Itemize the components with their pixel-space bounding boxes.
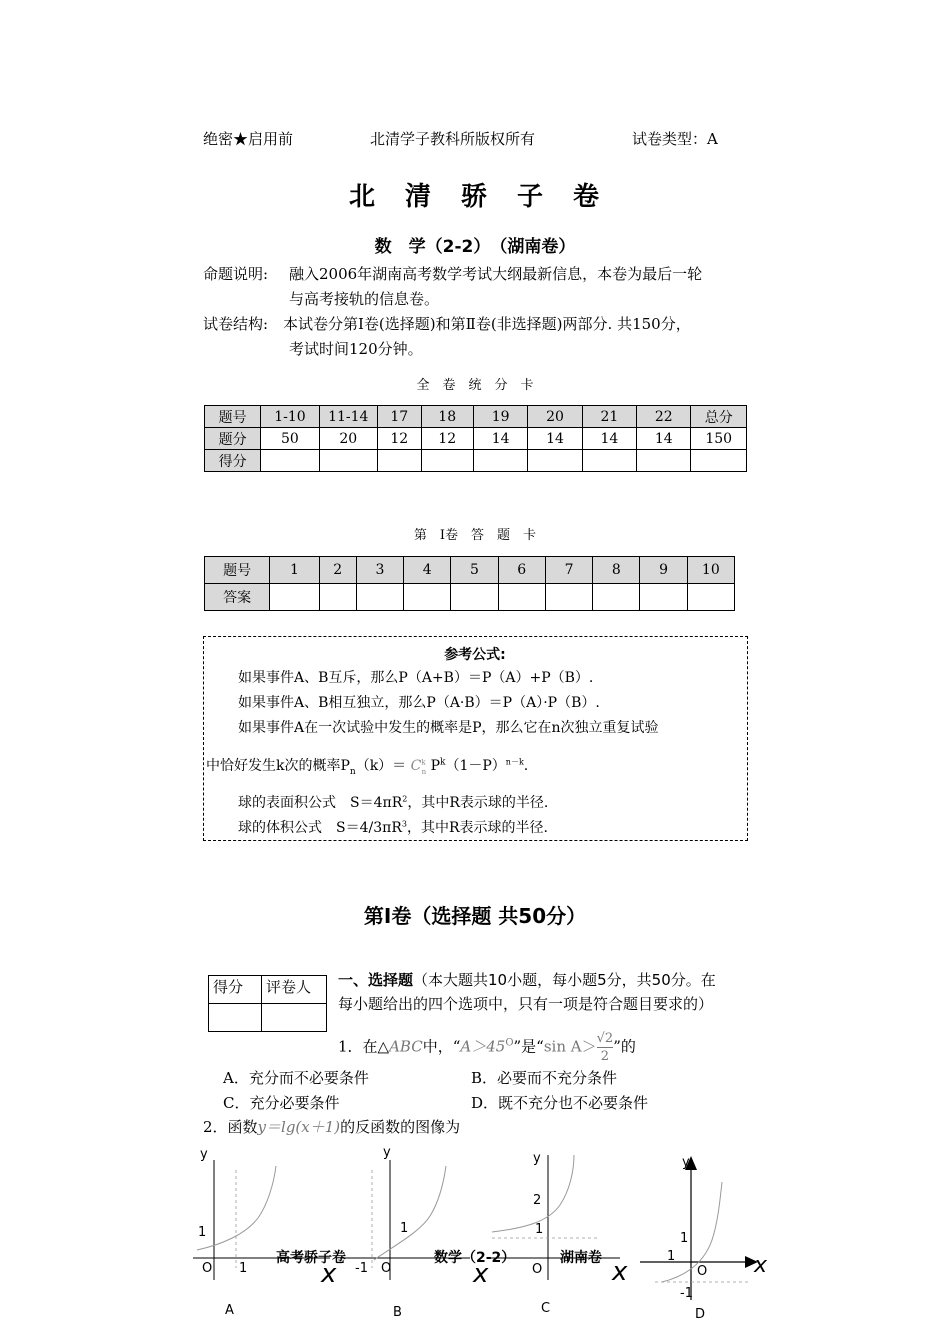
table-cell: 题号 (205, 557, 270, 584)
table-cell: 21 (582, 406, 636, 428)
header-left: 绝密★启用前 (203, 130, 294, 148)
formula-6-post: ，其中R表示球的半径. (406, 820, 548, 836)
answer-entry-cell[interactable] (404, 584, 451, 611)
table-cell: 得分 (209, 976, 262, 1004)
footer-right: 湖南卷 (560, 1250, 602, 1266)
table-cell: 50 (261, 428, 319, 450)
table-row (205, 557, 735, 584)
answer-entry-cell[interactable] (640, 584, 687, 611)
formula-4-tail: （1－P） (445, 758, 506, 774)
graph-d (611, 1155, 768, 1322)
formula-4-sub: n (349, 766, 356, 777)
q1-fraction (597, 1030, 614, 1065)
curve (662, 1182, 722, 1282)
score-entry-cell[interactable] (377, 450, 421, 472)
table-row (209, 1004, 327, 1032)
curve (374, 1166, 446, 1260)
table-cell: 150 (691, 428, 747, 450)
table-cell: 18 (421, 406, 473, 428)
table-cell: 14 (637, 428, 691, 450)
table-cell: 14 (473, 428, 527, 450)
table-cell: 6 (498, 557, 545, 584)
table-cell: 总分 (691, 406, 747, 428)
table-row (205, 584, 735, 611)
option-label-c: C (541, 1301, 551, 1316)
page-title: 北 清 骄 子 卷 (348, 182, 601, 212)
option-label-b: B (393, 1305, 402, 1320)
formula-4-p: P (430, 758, 440, 774)
origin-label: O (381, 1261, 392, 1276)
tick-label: 1 (400, 1221, 409, 1236)
answer-entry-cell[interactable] (356, 584, 403, 611)
formula-4 (206, 755, 528, 777)
table-cell: 1 (270, 557, 319, 584)
x-label: x (612, 1257, 628, 1287)
header-center: 北清学子教科所版权所有 (370, 130, 536, 148)
formula-4-c: C (410, 758, 422, 774)
formula-6-sup: 3 (401, 819, 407, 829)
tick-label: 1 (239, 1261, 248, 1276)
q1-text-a: 1．在△ (338, 1037, 390, 1056)
q1-cond: A＞45 (460, 1037, 506, 1056)
tick-label: 1 (535, 1222, 544, 1237)
score-card-table (204, 405, 747, 472)
q1-option-d[interactable]: D．既不充分也不必要条件 (471, 1094, 649, 1112)
score-entry-cell[interactable] (261, 450, 319, 472)
table-cell: 得分 (205, 450, 261, 472)
answer-entry-cell[interactable] (498, 584, 545, 611)
grader-entry-cell[interactable] (262, 1004, 327, 1032)
footer-center: 数学（2-2） (434, 1250, 516, 1266)
q2-tail: 的反函数的图像为 (340, 1118, 461, 1136)
intro-label-1: 命题说明: (203, 265, 269, 283)
table-row (205, 406, 747, 428)
curve (197, 1166, 276, 1250)
table-cell: 5 (451, 557, 498, 584)
score-card-title: 全 卷 统 分 卡 (416, 378, 534, 393)
intro-text-2b: 考试时间120分钟。 (289, 340, 423, 358)
instructions-heading: 一、选择题 (338, 971, 414, 989)
q1-text-c: ”是“ (513, 1037, 544, 1056)
table-cell: 22 (637, 406, 691, 428)
answer-entry-cell[interactable] (687, 584, 734, 611)
score-entry-cell[interactable] (319, 450, 377, 472)
x-label: x (754, 1253, 768, 1278)
q2-graphs (0, 1140, 950, 1344)
formula-3: 如果事件A在一次试验中发生的概率是P，那么它在n次独立重复试验 (238, 720, 659, 736)
formula-4-end: . (523, 758, 529, 774)
table-cell: 2 (319, 557, 356, 584)
answer-entry-cell[interactable] (593, 584, 640, 611)
formula-5-sup: 2 (402, 794, 408, 804)
x-label: x (473, 1259, 489, 1289)
answer-entry-cell[interactable] (545, 584, 592, 611)
y-label: y (200, 1147, 208, 1162)
graph-b (320, 1145, 470, 1320)
table-cell: 4 (404, 557, 451, 584)
table-cell: 7 (545, 557, 592, 584)
question-1 (338, 1030, 636, 1065)
table-cell: 9 (640, 557, 687, 584)
origin-label: O (697, 1264, 708, 1279)
table-cell: 12 (377, 428, 421, 450)
answer-entry-cell[interactable] (451, 584, 498, 611)
formula-5-post: ，其中R表示球的半径. (407, 795, 549, 811)
formula-heading: 参考公式: (444, 647, 506, 663)
tick-label: 1 (667, 1249, 676, 1264)
q1-sin: sin A＞ (543, 1037, 597, 1056)
formula-5 (238, 792, 548, 812)
table-cell: 题号 (205, 406, 261, 428)
table-row (209, 976, 327, 1004)
formula-4-psup: k (440, 757, 446, 768)
formula-1: 如果事件A、B互斥，那么P（A+B）＝P（A）+P（B）. (238, 670, 594, 686)
score-entry-cell[interactable] (209, 1004, 262, 1032)
q1-deg: O (505, 1037, 514, 1049)
table-cell: 19 (473, 406, 527, 428)
x-label: x (321, 1259, 337, 1289)
formula-2: 如果事件A、B相互独立，那么P（A·B）＝P（A）·P（B）. (238, 695, 600, 711)
answer-card-table (204, 556, 735, 611)
q2-expr: y＝lg(x＋1) (257, 1118, 341, 1136)
tick-label: 2 (533, 1193, 542, 1208)
q1-num: √2 (596, 1031, 614, 1046)
table-row (205, 450, 747, 472)
intro-text-1a: 融入2006年湖南高考数学考试大纲最新信息，本卷为最后一轮 (289, 265, 703, 283)
table-cell: 8 (593, 557, 640, 584)
formula-4-mid: （k）＝ (355, 758, 407, 774)
score-entry-cell[interactable] (473, 450, 527, 472)
page-subtitle: 数 学（2-2） （湖南卷） (374, 237, 576, 257)
table-cell: 答案 (205, 584, 270, 611)
instructions-text: （本大题共10小题，每小题5分，共50分。在 (413, 971, 716, 989)
table-cell: 10 (687, 557, 734, 584)
q1-text-b: 中，“ (422, 1037, 461, 1056)
score-entry-cell[interactable] (421, 450, 473, 472)
option-label-d: D (695, 1307, 706, 1322)
origin-label: O (202, 1261, 213, 1276)
graph-c (472, 1151, 620, 1316)
q1-abc: ABC (389, 1037, 423, 1056)
table-cell: 14 (582, 428, 636, 450)
graph-a (193, 1147, 330, 1318)
grader-table (208, 975, 327, 1032)
y-label: y (533, 1151, 541, 1166)
score-entry-cell[interactable] (528, 450, 582, 472)
instructions-line-2: 每小题给出的四个选项中，只有一项是符合题目要求的） (338, 995, 714, 1013)
instructions-line-1 (338, 969, 716, 990)
table-cell: 3 (356, 557, 403, 584)
q1-text-d: ”的 (613, 1037, 636, 1056)
formula-4-tailsup: n－k (505, 757, 524, 767)
intro-text-2a: 本试卷分第Ⅰ卷(选择题)和第Ⅱ卷(非选择题)两部分. 共150分， (283, 315, 691, 333)
score-entry-cell[interactable] (582, 450, 636, 472)
table-cell: 1-10 (261, 406, 319, 428)
table-cell: 20 (319, 428, 377, 450)
tick-label: 1 (680, 1231, 689, 1246)
score-entry-cell[interactable] (691, 450, 747, 472)
answer-entry-cell[interactable] (270, 584, 319, 611)
table-cell: 17 (377, 406, 421, 428)
intro-label-2: 试卷结构: (203, 315, 269, 333)
q1-option-c[interactable]: C．充分必要条件 (223, 1094, 340, 1112)
answer-card-title: 第 Ⅰ卷 答 题 卡 (413, 528, 537, 543)
q1-option-b[interactable]: B．必要而不充分条件 (471, 1069, 618, 1087)
intro-text-1b: 与高考接轨的信息卷。 (289, 290, 440, 308)
formula-5-pre: 球的表面积公式 S＝4πR (238, 795, 403, 811)
answer-entry-cell[interactable] (319, 584, 356, 611)
formula-6-pre: 球的体积公式 S＝4/3πR (238, 820, 402, 836)
option-label-a: A (225, 1303, 234, 1318)
tick-label: 1 (198, 1225, 207, 1240)
header-right: 试卷类型：A (632, 130, 718, 148)
question-2 (203, 1116, 460, 1137)
score-entry-cell[interactable] (637, 450, 691, 472)
y-label: y (682, 1155, 690, 1170)
q1-option-a[interactable]: A．充分而不必要条件 (223, 1069, 369, 1087)
table-cell: 12 (421, 428, 473, 450)
table-cell: 评卷人 (262, 976, 327, 1004)
footer-left: 高考骄子卷 (276, 1250, 346, 1266)
q2-text: 2．函数 (203, 1118, 258, 1136)
table-cell: 题分 (205, 428, 261, 450)
tick-label: -1 (680, 1286, 693, 1301)
formula-4-csup: k (421, 758, 426, 767)
table-cell: 14 (528, 428, 582, 450)
tick-label: -1 (355, 1261, 368, 1276)
table-cell: 11-14 (319, 406, 377, 428)
table-row (205, 428, 747, 450)
formula-6 (238, 817, 548, 837)
table-cell: 20 (528, 406, 582, 428)
section-title: 第Ⅰ卷（选择题 共50分） (363, 904, 587, 928)
y-label: y (383, 1145, 391, 1160)
origin-label: O (532, 1262, 543, 1277)
formula-4-csub: n (421, 767, 427, 776)
q1-den: 2 (600, 1049, 610, 1064)
formula-4-pre: 中恰好发生k次的概率P (206, 758, 350, 774)
